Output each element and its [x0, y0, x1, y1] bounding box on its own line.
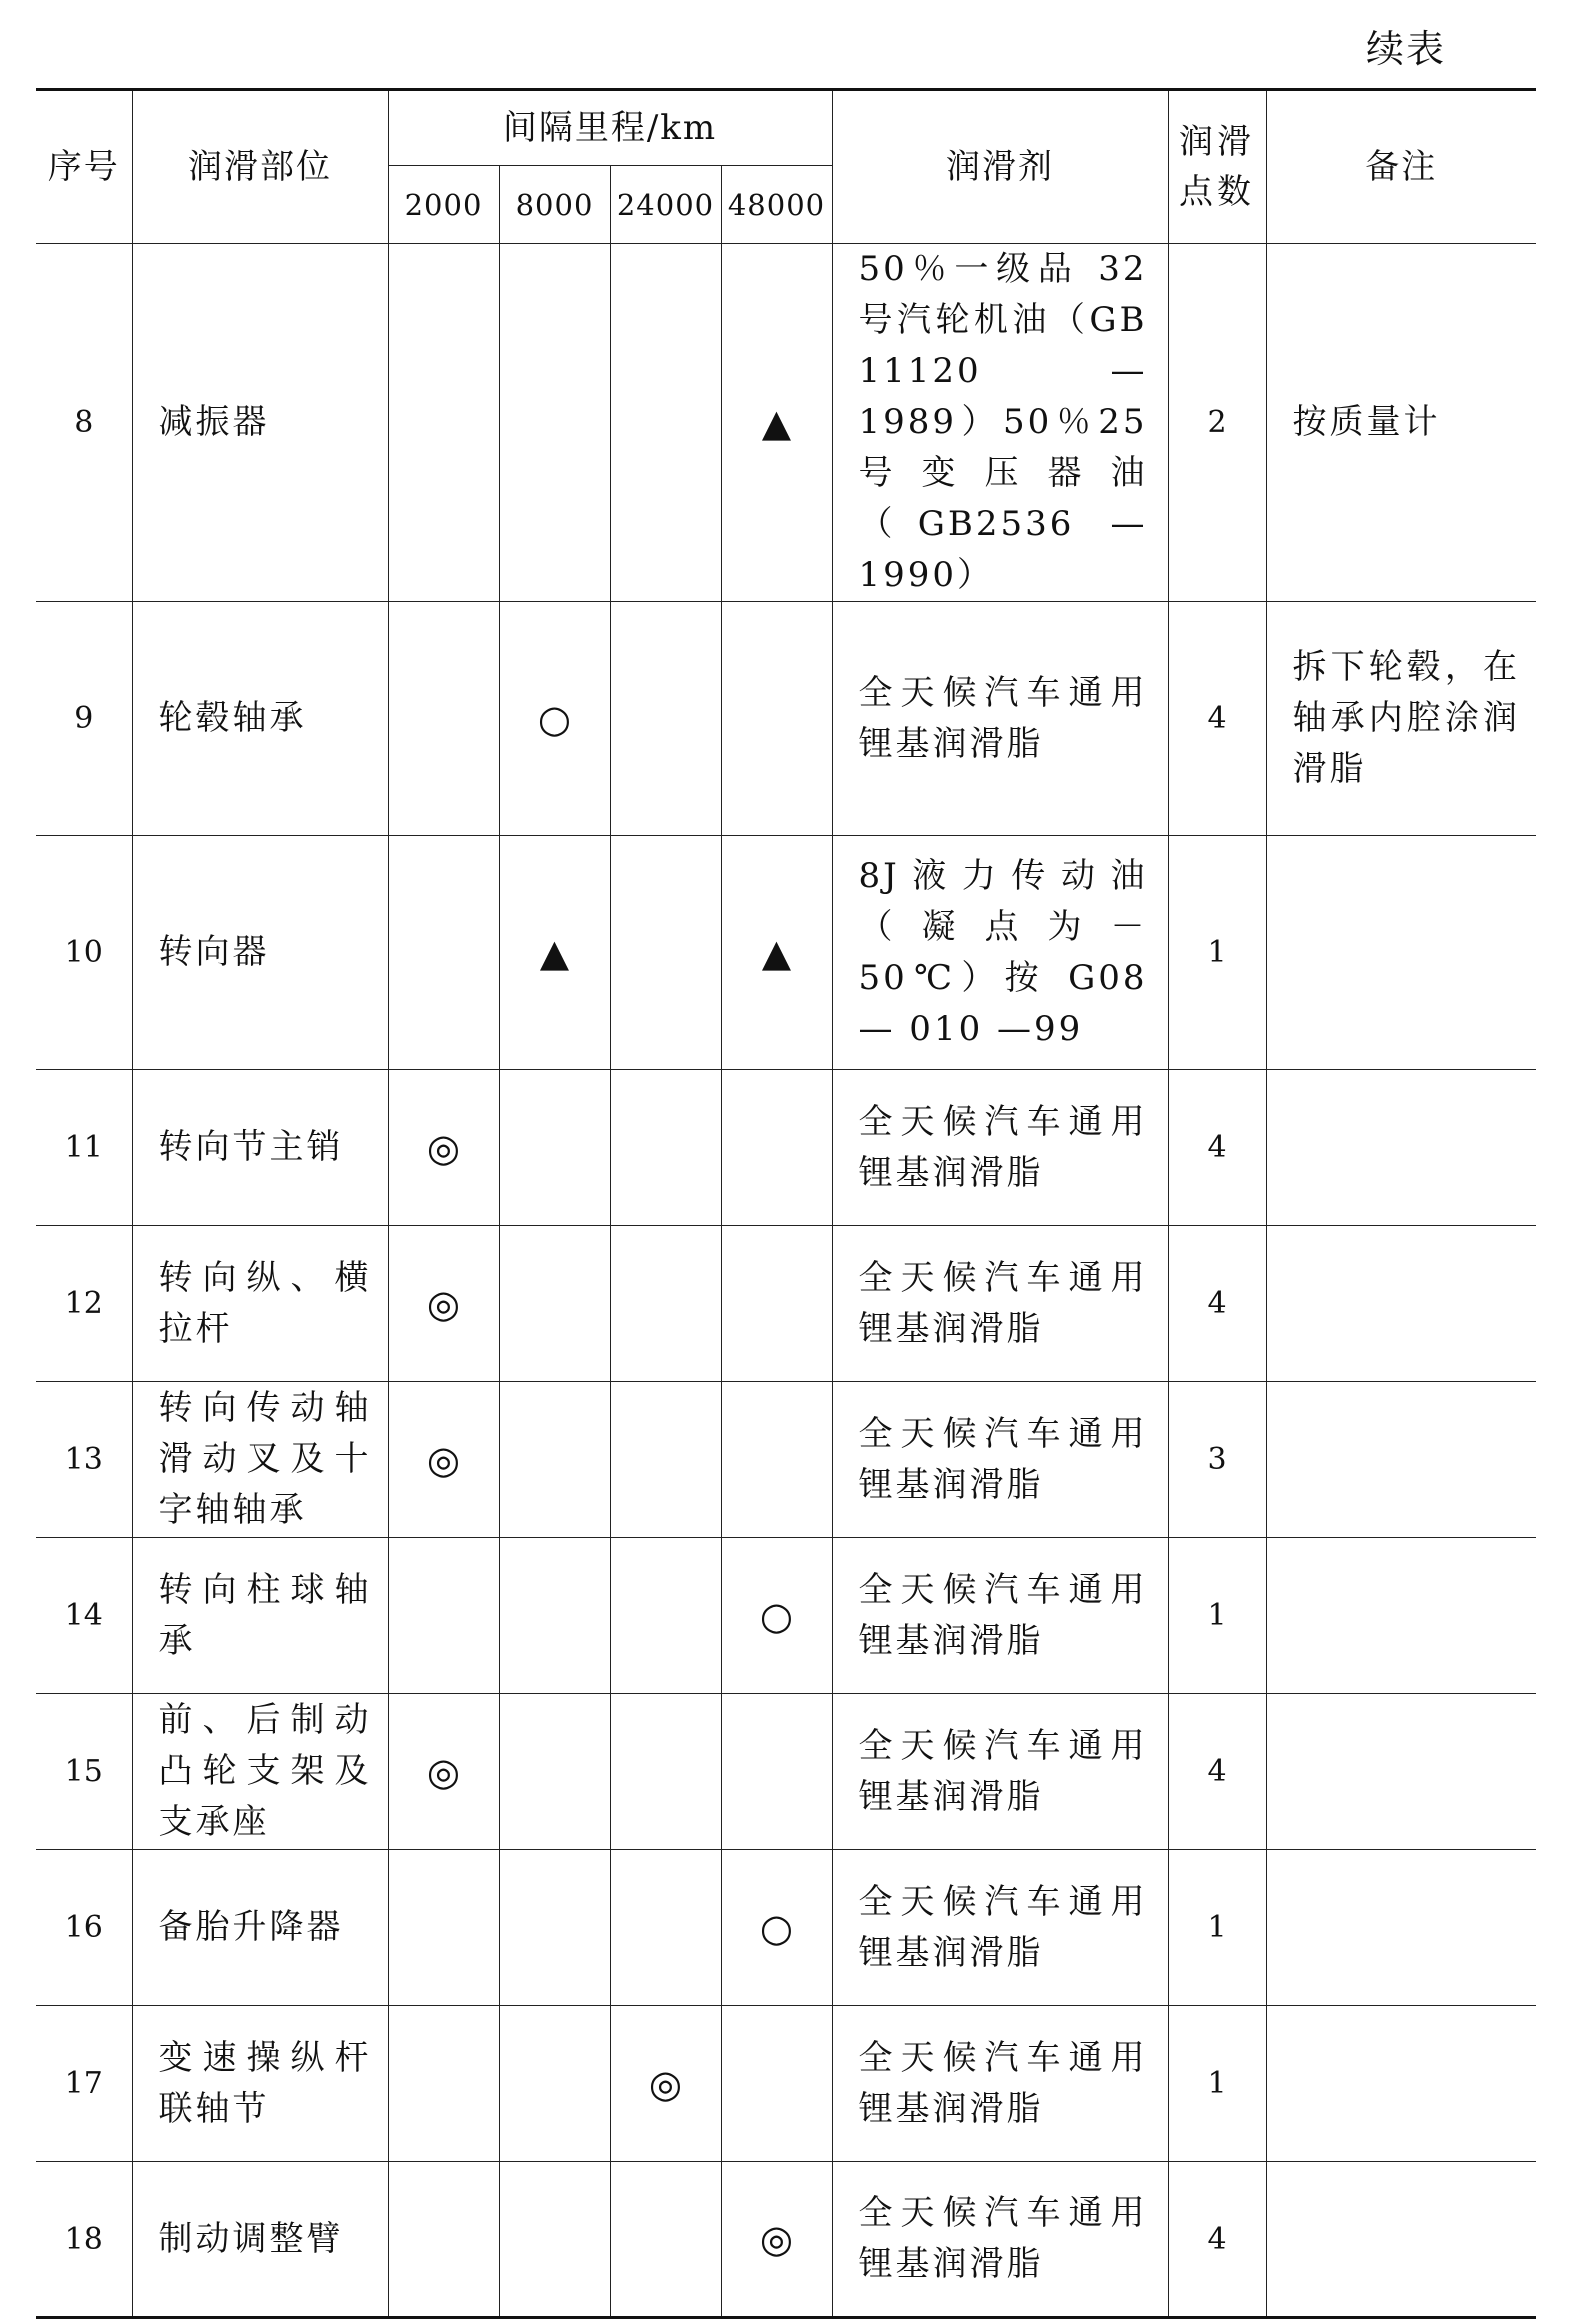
- interval-cell-2000: [388, 602, 499, 836]
- interval-cell-2000: [388, 836, 499, 1070]
- header-lubricant: 润滑剂: [832, 90, 1168, 244]
- row-part: 减振器: [132, 244, 388, 602]
- interval-cell-8000: [499, 1694, 610, 1850]
- table-caption: 续表: [1365, 27, 1446, 71]
- interval-cell-8000: [499, 244, 610, 602]
- row-points: 4: [1168, 2162, 1266, 2318]
- interval-cell-2000: [388, 1226, 499, 1382]
- row-note: [1266, 1694, 1536, 1850]
- row-lubricant: 全天候汽车通用锂基润滑脂: [832, 1382, 1168, 1538]
- interval-cell-24000: [610, 1538, 721, 1694]
- row-points: 4: [1168, 1226, 1266, 1382]
- row-lubricant: 全天候汽车通用锂基润滑脂: [832, 1850, 1168, 2006]
- interval-cell-8000: [499, 2006, 610, 2162]
- interval-mark-2000: ◎: [426, 1281, 461, 1326]
- row-note: [1266, 1382, 1536, 1538]
- interval-cell-24000: [610, 1850, 721, 2006]
- interval-mark-2000: ◎: [426, 1437, 461, 1482]
- row-part: 轮毂轴承: [132, 602, 388, 836]
- table-row: [36, 1694, 1536, 1850]
- row-part: 前、后制动凸轮支架及支承座: [132, 1694, 388, 1850]
- interval-cell-48000: [721, 602, 832, 836]
- row-points: 1: [1168, 1538, 1266, 1694]
- row-part: 转向传动轴滑动叉及十字轴轴承: [132, 1382, 388, 1538]
- interval-cell-48000: [721, 1070, 832, 1226]
- interval-cell-24000: [610, 1382, 721, 1538]
- row-note: 按质量计: [1266, 244, 1536, 602]
- row-note: [1266, 836, 1536, 1070]
- interval-mark-8000: ○: [537, 696, 572, 741]
- interval-cell-2000: [388, 2162, 499, 2318]
- interval-mark-24000: ◎: [648, 2061, 683, 2106]
- interval-mark-8000: ▲: [539, 930, 570, 975]
- interval-cell-24000: [610, 244, 721, 602]
- row-points: 2: [1168, 244, 1266, 602]
- row-lubricant: 全天候汽车通用锂基润滑脂: [832, 602, 1168, 836]
- interval-cell-48000: [721, 1694, 832, 1850]
- interval-cell-48000: [721, 2162, 832, 2318]
- table-row: [36, 2006, 1536, 2162]
- header-km-8000: 8000: [499, 166, 610, 244]
- interval-cell-2000: [388, 1382, 499, 1538]
- row-lubricant: 全天候汽车通用锂基润滑脂: [832, 1538, 1168, 1694]
- interval-cell-48000: [721, 1538, 832, 1694]
- interval-cell-2000: [388, 244, 499, 602]
- row-part: 备胎升降器: [132, 1850, 388, 2006]
- interval-cell-24000: [610, 1694, 721, 1850]
- row-lubricant: 全天候汽车通用锂基润滑脂: [832, 1070, 1168, 1226]
- interval-cell-24000: [610, 602, 721, 836]
- interval-cell-24000: [610, 836, 721, 1070]
- interval-cell-48000: [721, 2006, 832, 2162]
- row-part: 转向柱球轴承: [132, 1538, 388, 1694]
- interval-cell-8000: [499, 2162, 610, 2318]
- interval-mark-48000: ○: [759, 1593, 794, 1638]
- header-note: 备注: [1266, 90, 1536, 244]
- interval-cell-24000: [610, 1226, 721, 1382]
- interval-mark-48000: ▲: [761, 930, 792, 975]
- table-row: [36, 1070, 1536, 1226]
- row-lubricant: 全天候汽车通用锂基润滑脂: [832, 1226, 1168, 1382]
- row-note: [1266, 2162, 1536, 2318]
- interval-cell-2000: [388, 1850, 499, 2006]
- row-part: 转向节主销: [132, 1070, 388, 1226]
- row-points: 3: [1168, 1382, 1266, 1538]
- header-part: 润滑部位: [132, 90, 388, 244]
- header-seq: 序号: [36, 90, 132, 244]
- interval-cell-48000: [721, 1382, 832, 1538]
- interval-cell-2000: [388, 1070, 499, 1226]
- row-seq: 11: [36, 1070, 132, 1226]
- interval-cell-48000: [721, 1850, 832, 2006]
- interval-cell-8000: [499, 1226, 610, 1382]
- row-seq: 18: [36, 2162, 132, 2318]
- row-seq: 17: [36, 2006, 132, 2162]
- header-points: 润滑点数: [1168, 90, 1266, 244]
- interval-cell-8000: [499, 1070, 610, 1226]
- row-points: 4: [1168, 1070, 1266, 1226]
- table-row: [36, 244, 1536, 602]
- row-points: 4: [1168, 602, 1266, 836]
- table-row: [36, 1382, 1536, 1538]
- interval-cell-48000: [721, 1226, 832, 1382]
- header-km-48000: 48000: [721, 166, 832, 244]
- interval-cell-8000: [499, 602, 610, 836]
- row-note: [1266, 1226, 1536, 1382]
- table-body: [36, 244, 1536, 2318]
- row-seq: 15: [36, 1694, 132, 1850]
- row-note: [1266, 1850, 1536, 2006]
- row-part: 变速操纵杆联轴节: [132, 2006, 388, 2162]
- interval-cell-2000: [388, 1694, 499, 1850]
- row-points: 1: [1168, 2006, 1266, 2162]
- row-points: 4: [1168, 1694, 1266, 1850]
- interval-mark-48000: ▲: [761, 400, 792, 445]
- row-seq: 16: [36, 1850, 132, 2006]
- row-part: 转向器: [132, 836, 388, 1070]
- interval-mark-2000: ◎: [426, 1749, 461, 1794]
- header-interval: 间隔里程/km: [388, 90, 832, 166]
- lubrication-table: [36, 88, 1536, 2319]
- header-km-2000: 2000: [388, 166, 499, 244]
- row-lubricant: 全天候汽车通用锂基润滑脂: [832, 2006, 1168, 2162]
- row-note: 拆下轮毂，在轴承内腔涂润滑脂: [1266, 602, 1536, 836]
- header-km-24000: 24000: [610, 166, 721, 244]
- table-row: [36, 2162, 1536, 2318]
- row-note: [1266, 2006, 1536, 2162]
- row-points: 1: [1168, 836, 1266, 1070]
- interval-cell-24000: [610, 1070, 721, 1226]
- interval-mark-48000: ○: [759, 1905, 794, 1950]
- row-seq: 9: [36, 602, 132, 836]
- table-row: [36, 836, 1536, 1070]
- row-lubricant: 全天候汽车通用锂基润滑脂: [832, 2162, 1168, 2318]
- interval-cell-8000: [499, 1382, 610, 1538]
- row-note: [1266, 1538, 1536, 1694]
- interval-mark-48000: ◎: [759, 2217, 794, 2261]
- table-row: [36, 1226, 1536, 1382]
- row-points: 1: [1168, 1850, 1266, 2006]
- interval-cell-8000: [499, 1538, 610, 1694]
- table-row: [36, 1538, 1536, 1694]
- row-note: [1266, 1070, 1536, 1226]
- interval-cell-48000: [721, 244, 832, 602]
- interval-cell-48000: [721, 836, 832, 1070]
- table-row: [36, 602, 1536, 836]
- interval-cell-8000: [499, 836, 610, 1070]
- interval-mark-2000: ◎: [426, 1125, 461, 1170]
- interval-cell-8000: [499, 1850, 610, 2006]
- interval-cell-2000: [388, 1538, 499, 1694]
- row-lubricant: 50％一级品 32号汽轮机油（GB 11120 — 1989）50％25号变压器油（GB2536 — 1990）: [832, 244, 1168, 602]
- interval-cell-24000: [610, 2162, 721, 2318]
- row-seq: 10: [36, 836, 132, 1070]
- row-seq: 12: [36, 1226, 132, 1382]
- interval-cell-24000: [610, 2006, 721, 2162]
- row-part: 转向纵、横拉杆: [132, 1226, 388, 1382]
- row-lubricant: 8J液力传动油（凝点为－50℃）按 G08 — 010 —99: [832, 836, 1168, 1070]
- row-lubricant: 全天候汽车通用锂基润滑脂: [832, 1694, 1168, 1850]
- interval-cell-2000: [388, 2006, 499, 2162]
- row-seq: 14: [36, 1538, 132, 1694]
- row-seq: 8: [36, 244, 132, 602]
- row-seq: 13: [36, 1382, 132, 1538]
- table-row: [36, 1850, 1536, 2006]
- row-part: 制动调整臂: [132, 2162, 388, 2318]
